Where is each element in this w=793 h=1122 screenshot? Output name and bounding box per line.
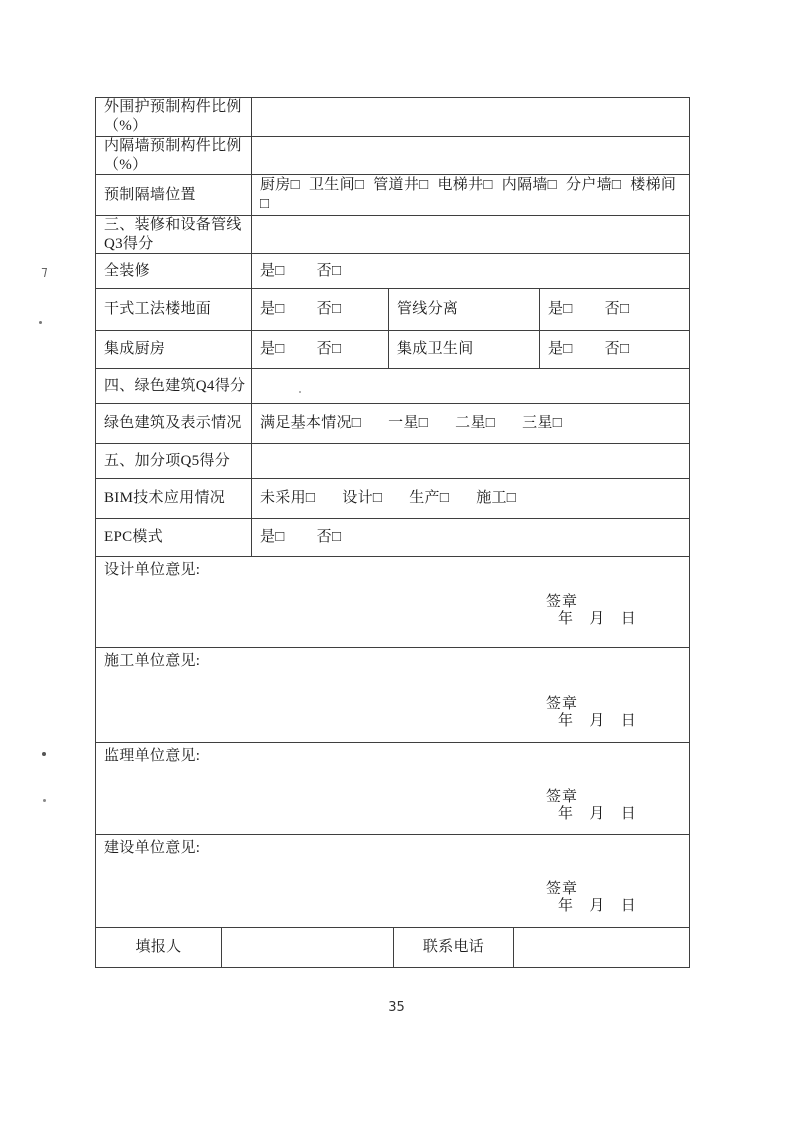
- options-group: [260, 489, 684, 508]
- empty-value-cell: [251, 137, 689, 174]
- table-row: [96, 215, 689, 253]
- opinion-cell: [96, 835, 689, 927]
- opinion-label: 监理单位意见:: [104, 748, 201, 764]
- signature-label: 签章: [546, 594, 579, 610]
- footer-cell-text: 联系电话: [422, 939, 485, 955]
- table-row: [96, 478, 689, 518]
- table-row: [96, 253, 689, 288]
- table-row: [96, 136, 689, 174]
- table-row: [96, 647, 689, 742]
- checkbox-option: 否□: [604, 341, 630, 357]
- row-label: [96, 404, 251, 443]
- row-options: [251, 289, 388, 330]
- checkbox-option: 厨房□: [260, 177, 300, 193]
- row-label-text: 全装修: [104, 262, 150, 279]
- checkbox-option: 管道井□: [373, 177, 429, 193]
- opinion-cell: [96, 557, 689, 647]
- checkbox-option: 三星□: [522, 415, 563, 431]
- scan-artifact: [43, 799, 46, 802]
- checkbox-option: 卫生间□: [308, 177, 365, 193]
- opinion-cell: [96, 743, 689, 834]
- footer-value-cell: [221, 928, 393, 967]
- form-table: [95, 97, 690, 968]
- row-options: [251, 479, 689, 518]
- row-label-text: 干式工法楼地面: [104, 301, 212, 317]
- checkbox-option: 生产□: [409, 490, 450, 506]
- signature-label: 签章: [546, 696, 579, 712]
- row-label: [96, 369, 251, 403]
- row-label-text: 管线分离: [397, 301, 459, 317]
- row-label-line2: （%）: [104, 118, 148, 134]
- table-row: [96, 927, 689, 967]
- opinion-label: 建设单位意见:: [104, 840, 201, 856]
- options-group: [548, 340, 684, 359]
- options-group: [260, 300, 383, 319]
- checkbox-option: 满足基本情况□: [260, 415, 362, 431]
- row-options: [251, 519, 689, 556]
- row-label-text: 集成卫生间: [397, 341, 474, 357]
- date-label: 年 月 日: [558, 806, 637, 822]
- opinion-label: 设计单位意见:: [104, 562, 201, 578]
- checkbox-option: 内隔墙□: [501, 177, 558, 193]
- date-label: 年 月 日: [558, 713, 637, 729]
- checkbox-option: 设计□: [342, 490, 383, 506]
- row-label-text: 绿色建筑及表示情况: [104, 415, 242, 431]
- row-options: [251, 331, 388, 368]
- row-label-text: 内隔墙预制构件比例: [104, 137, 242, 154]
- row-label-text: 三、装修和设备管线: [104, 216, 242, 233]
- row-options: [539, 289, 689, 330]
- scan-artifact: [40, 268, 47, 277]
- footer-filler-label: [96, 928, 221, 967]
- row-options: [251, 175, 689, 215]
- checkbox-option: 二星□: [455, 415, 496, 431]
- checkbox-option: 施工□: [476, 490, 517, 506]
- scan-artifact: [39, 321, 42, 324]
- footer-cell-text: 填报人: [135, 939, 182, 955]
- row-label: [96, 254, 251, 288]
- checkbox-option: 分户墙□: [566, 177, 622, 193]
- row-options: [251, 254, 689, 288]
- table-row: [96, 368, 689, 403]
- row-label-line2: Q3得分: [104, 235, 154, 252]
- signature-label: 签章: [546, 881, 579, 897]
- table-row: [96, 330, 689, 368]
- checkbox-option: 是□: [260, 262, 285, 279]
- checkbox-option: 楼梯间□: [260, 177, 677, 212]
- page-number: 35: [388, 1000, 405, 1015]
- checkbox-option: 电梯井□: [437, 177, 493, 193]
- row-label: [96, 216, 251, 253]
- row-options: [539, 331, 689, 368]
- row-label: [96, 289, 251, 330]
- scan-artifact: [42, 752, 46, 756]
- scan-artifact: [299, 391, 301, 393]
- options-group: [260, 262, 684, 281]
- row-label-text: EPC模式: [104, 529, 164, 545]
- table-row: [96, 288, 689, 330]
- signature-label: 签章: [546, 789, 579, 805]
- row-label: [96, 137, 251, 174]
- row-label: [388, 331, 539, 368]
- footer-phone-label: [393, 928, 513, 967]
- row-label-line2: （%）: [104, 156, 148, 173]
- table-row: [96, 98, 689, 136]
- checkbox-option: 一星□: [388, 415, 429, 431]
- row-label: [96, 519, 251, 556]
- checkbox-option: 是□: [260, 301, 285, 317]
- date-label: 年 月 日: [558, 898, 637, 914]
- row-label: [96, 444, 251, 478]
- empty-value-cell: [251, 98, 689, 136]
- row-label-text: 预制隔墙位置: [104, 186, 196, 203]
- table-row: [96, 518, 689, 556]
- date-label: 年 月 日: [558, 611, 637, 627]
- opinion-cell: [96, 648, 689, 742]
- options-group: [260, 176, 684, 214]
- empty-value-cell: [251, 444, 689, 478]
- table-row: [96, 174, 689, 215]
- options-group: [260, 528, 684, 547]
- checkbox-option: 是□: [260, 529, 285, 545]
- table-row: [96, 742, 689, 834]
- row-label: [96, 98, 251, 136]
- opinion-label: 施工单位意见:: [104, 653, 201, 669]
- table-row: [96, 443, 689, 478]
- row-label: [96, 479, 251, 518]
- table-row: [96, 556, 689, 647]
- options-group: [260, 340, 383, 359]
- row-label-text: BIM技术应用情况: [104, 490, 226, 506]
- checkbox-option: 是□: [548, 301, 573, 317]
- table-row: [96, 403, 689, 443]
- empty-value-cell: [251, 216, 689, 253]
- checkbox-option: 否□: [604, 301, 630, 317]
- options-group: [548, 300, 684, 319]
- row-label-text: 五、加分项Q5得分: [104, 452, 231, 469]
- table-row: [96, 834, 689, 927]
- checkbox-option: 否□: [316, 529, 342, 545]
- row-label: [96, 175, 251, 215]
- row-options: [251, 404, 689, 443]
- checkbox-option: 否□: [316, 341, 342, 357]
- footer-value-cell: [513, 928, 689, 967]
- row-label-text: 集成厨房: [104, 341, 166, 357]
- row-label-text: 四、绿色建筑Q4得分: [104, 377, 246, 394]
- checkbox-option: 否□: [316, 262, 342, 279]
- row-label: [96, 331, 251, 368]
- checkbox-option: 未采用□: [260, 490, 316, 506]
- empty-value-cell: [251, 369, 689, 403]
- row-label-text: 外围护预制构件比例: [104, 99, 242, 115]
- checkbox-option: 是□: [260, 341, 285, 357]
- checkbox-option: 是□: [548, 341, 573, 357]
- options-group: [260, 414, 684, 433]
- checkbox-option: 否□: [316, 301, 342, 317]
- row-label: [388, 289, 539, 330]
